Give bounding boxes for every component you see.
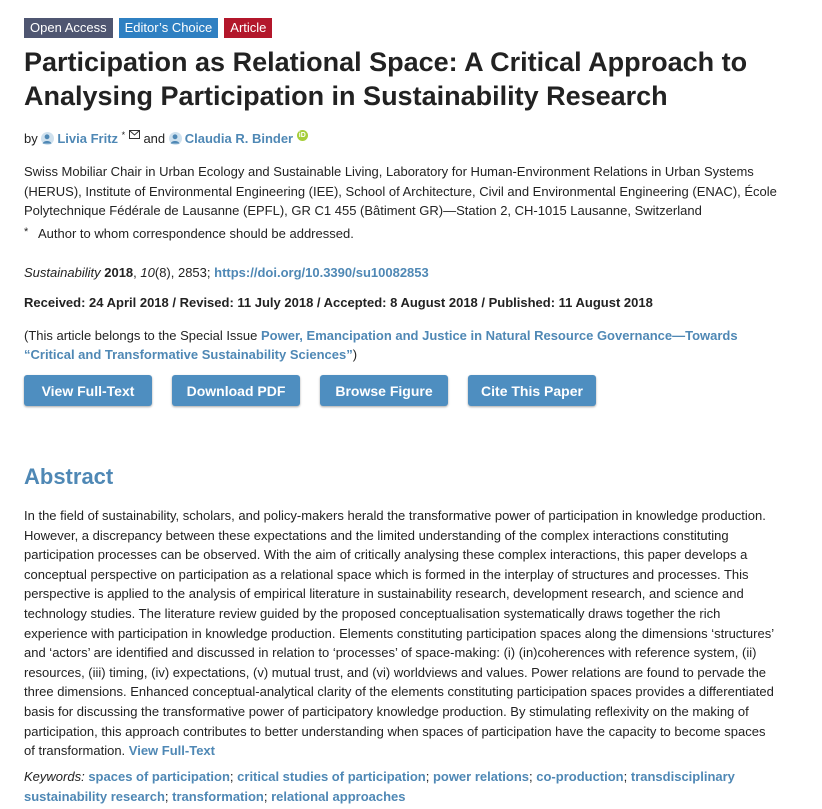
citation-issue-pages: (8), 2853; [154, 265, 211, 280]
download-pdf-button[interactable]: Download PDF [172, 375, 300, 406]
author-affiliation: Swiss Mobiliar Chair in Urban Ecology and Sustainable Living, Laboratory for Human-Environment Relations in Urban Systems (HERUS), Institute of Environmental Engineering (IEE), School of Architecture, Civil and Environmental Engineering (ENAC), École Polytechnique Fédérale de Lausanne (EPFL), GR C1 455 (Bâtiment GR)—Station 2, CH-1015 Lausanne, Switzerland [24, 164, 777, 218]
special-issue-link[interactable]: Power, Emancipation and Justice in Natural Resource Governance—Towards “Critical and Transformative Sustainability Sciences” [24, 328, 738, 362]
special-issue-suffix: ) [352, 347, 358, 362]
article-badges [24, 18, 272, 38]
keyword-link[interactable]: power relations [432, 769, 530, 784]
keyword-link[interactable]: transformation [172, 789, 264, 804]
keywords-label: Keywords: [24, 769, 85, 784]
browse-figure-button[interactable]: Browse Figure [320, 375, 448, 406]
correspondence-text: Author to whom correspondence should be addressed. [38, 226, 354, 241]
abstract-body: In the field of sustainability, scholars, and policy-makers herald the transformative power of participation in knowledge production. However, a discrepancy between these expectations and the limited understanding of the complex interactions constituting participation processes can be observed. With the aim of critically analysing these complex interactions, this paper develops a conceptual perspective on participation as a relational space which is formed in the interplay of structures and processes. This perspective is applied to the analysis of empirical literature in sustainability research, development research, and science and technology studies. The literature review guided by the proposed conceptualisation systematically draws together the rich experience with participation in knowledge production. Elements constituting participation spaces along the dimensions ‘structures’ and ‘actors’ are identified and discussed in relation to ‘processes’ of space-making: (i) (in)coherences with reference system, (ii) resources, (iii) timing, (iv) expectations, (v) mutual trust, and (vi) worldviews and values. Power relations are found to pervade the three dimensions. Enhanced conceptual-analytical clarity of the elements constituting participation spaces provides a differentiated basis for discussing the transformative power of participatory knowledge production. By stimulating reflexivity on the making of participation, this approach contributes to better understanding when spaces of participation have the capacity to become spaces of transformation. [24, 508, 774, 759]
publication-dates: Received: 24 April 2018 / Revised: 11 July 2018 / Accepted: 8 August 2018 / Published: 11 August 2018 [24, 295, 653, 310]
view-full-text-button[interactable]: View Full-Text [24, 375, 152, 406]
abstract-text [24, 506, 774, 761]
abstract-view-full-text-link[interactable]: View Full-Text [128, 743, 215, 759]
article-title: Participation as Relational Space: A Critical Approach to Analysing Participation in Sustainability Research [24, 47, 748, 111]
author-list [24, 130, 308, 146]
email-icon[interactable] [129, 130, 140, 139]
correspondence-mark: * [24, 226, 29, 238]
journal-name: Sustainability [24, 265, 101, 280]
author-name-fritz[interactable]: Livia Fritz [57, 131, 119, 146]
editors-choice-badge[interactable]: Editor’s Choice [119, 18, 219, 38]
orcid-icon[interactable]: iD [298, 132, 306, 139]
special-issue-prefix: (This article belongs to the Special Issue [24, 328, 262, 343]
citation-volume: 10 [140, 265, 155, 280]
article-type-badge: Article [224, 18, 272, 38]
keyword-link[interactable]: relational approaches [271, 789, 406, 804]
by-label: by [24, 131, 38, 146]
and-label: and [143, 131, 166, 146]
corresponding-author-mark: * [121, 130, 126, 140]
abstract-heading: Abstract [24, 464, 114, 489]
keyword-link[interactable]: co-production [536, 769, 624, 784]
keyword-link[interactable]: transdisciplinary sustainability research [24, 769, 735, 804]
keywords: Keywords: spaces of participation; critical studies of participation; power relations; co-production; transdisciplinary sustainability research; transformation; relational approaches [24, 769, 735, 804]
article-actions [24, 375, 596, 406]
author-name-binder[interactable]: Claudia R. Binder [184, 131, 294, 146]
open-access-badge[interactable]: Open Access [24, 18, 113, 38]
author-profile-icon[interactable] [169, 132, 182, 145]
special-issue-note [24, 326, 784, 364]
citation-year: 2018 [104, 265, 134, 280]
keyword-link[interactable]: spaces of participation [88, 769, 230, 784]
cite-paper-button[interactable]: Cite This Paper [468, 375, 596, 406]
author-profile-icon[interactable] [41, 132, 54, 145]
doi-link[interactable]: https://doi.org/10.3390/su10082853 [214, 265, 429, 280]
citation-line: Sustainability 2018, 10(8), 2853; https://doi.org/10.3390/su10082853 [24, 265, 429, 280]
correspondence-note [24, 226, 354, 241]
keyword-link[interactable]: critical studies of participation [237, 769, 426, 784]
